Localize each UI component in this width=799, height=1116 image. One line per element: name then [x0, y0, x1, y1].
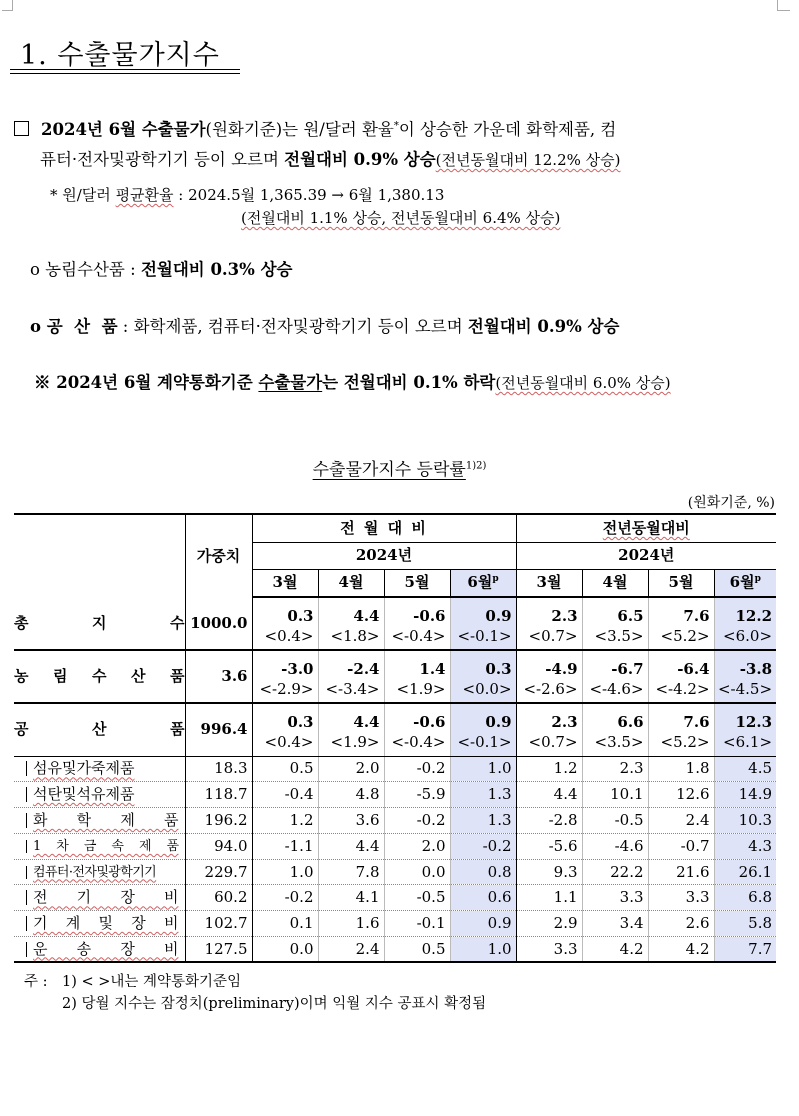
month-label: 6월	[729, 573, 755, 592]
contract-currency-value: <3.5>	[582, 730, 648, 756]
summary-text: 퓨터·전자및광학기기 등이 오르며	[40, 150, 285, 169]
mom-value: -0.2	[384, 756, 450, 782]
page-corner-mark-right	[777, 0, 790, 11]
contract-currency-value: <0.4>	[252, 624, 318, 650]
subcategory-label	[14, 833, 185, 859]
weight-value: 196.2	[185, 808, 252, 834]
month-label: 6월	[467, 573, 493, 592]
month-label: 3월	[536, 573, 562, 592]
yoy-value: 12.6	[648, 782, 714, 808]
mom-month-header	[318, 569, 384, 597]
yoy-group-text: 전년동월대비	[602, 518, 690, 537]
weight-value: 60.2	[185, 885, 252, 911]
yoy-value: -4.9	[516, 650, 582, 677]
contract-figure: 는 전월대비 0.1% 하락	[322, 373, 496, 392]
mom-value: 1.6	[318, 911, 384, 937]
mom-value: -0.6	[384, 703, 450, 730]
month-label: 4월	[602, 573, 628, 592]
month-label: 5월	[404, 573, 430, 592]
yoy-value: 2.3	[582, 756, 648, 782]
table-unit: (원화기준, %)	[687, 495, 775, 511]
contract-currency-value: <0.0>	[450, 677, 516, 703]
contract-currency-value: <6.0>	[714, 624, 776, 650]
fx-note-line-1	[50, 184, 444, 205]
subcategory-text: 운 송 장 비	[26, 942, 179, 957]
mom-month-header	[252, 569, 318, 597]
preliminary-mark: p	[754, 574, 761, 585]
subcategory-label	[14, 885, 185, 911]
section-title: 1. 수출물가지수	[20, 40, 220, 71]
table-title	[0, 455, 799, 480]
fx-note-term: 평균환율	[115, 186, 174, 204]
weight-value: 18.3	[185, 756, 252, 782]
summary-headline: 2024년 6월 수출물가	[41, 120, 206, 139]
yoy-value: -3.8	[714, 650, 776, 677]
yoy-value: 14.9	[714, 782, 776, 808]
yoy-value: 22.2	[582, 859, 648, 885]
industrial-line	[30, 313, 619, 337]
contract-currency-value: <3.5>	[582, 624, 648, 650]
fx-note-values: : 2024.5월 1,365.39 → 6월 1,380.13	[173, 186, 445, 204]
contract-yoy: (전년동월대비 6.0% 상승)	[495, 374, 671, 392]
contract-label: ※ 2024년 6월 계약통화기준	[34, 373, 259, 392]
mom-value: 0.9	[450, 597, 516, 624]
footnote-2: 2) 당월 지수는 잠정치(preliminary)이며 익월 지수 공표시 확정됨	[62, 996, 487, 1012]
mom-value: 0.6	[450, 885, 516, 911]
mom-value: 0.3	[450, 650, 516, 677]
month-label: 4월	[338, 573, 364, 592]
yoy-month-header	[516, 569, 582, 597]
subcategory-label	[14, 756, 185, 782]
yoy-value: 4.5	[714, 756, 776, 782]
mom-value: 4.1	[318, 885, 384, 911]
yoy-value: 2.3	[516, 597, 582, 624]
yoy-value: 10.1	[582, 782, 648, 808]
summary-text: 는 원/달러 환율	[282, 120, 394, 139]
weight-value: 996.4	[185, 703, 252, 756]
subcategory-label	[14, 808, 185, 834]
mom-value: -0.2	[450, 833, 516, 859]
mom-value: 0.3	[252, 597, 318, 624]
mom-value: 1.0	[450, 756, 516, 782]
weight-value: 3.6	[185, 650, 252, 703]
yoy-month-header	[582, 569, 648, 597]
mom-value: 1.2	[252, 808, 318, 834]
subcategory-label	[14, 911, 185, 937]
weight-header: 가중치	[185, 514, 252, 597]
contract-currency-value: <6.1>	[714, 730, 776, 756]
mom-month-header	[450, 569, 516, 597]
yoy-value: 2.6	[648, 911, 714, 937]
subcategory-text: 기 계 및 장 비	[26, 916, 179, 931]
mom-value: 4.4	[318, 833, 384, 859]
contract-currency-line	[34, 369, 671, 393]
mom-value: 1.0	[252, 859, 318, 885]
yoy-value: 3.3	[582, 885, 648, 911]
yoy-value: -2.8	[516, 808, 582, 834]
mom-value: -0.1	[384, 911, 450, 937]
mom-value: -1.1	[252, 833, 318, 859]
weight-value: 127.5	[185, 937, 252, 963]
fx-note-line-2	[241, 207, 560, 228]
contract-currency-value: <-4.6>	[582, 677, 648, 703]
yoy-value: 10.3	[714, 808, 776, 834]
mom-value: -0.4	[252, 782, 318, 808]
mom-value: 4.4	[318, 703, 384, 730]
contract-currency-value: <-4.2>	[648, 677, 714, 703]
mom-value: 1.0	[450, 937, 516, 963]
contract-currency-value: <1.9>	[384, 677, 450, 703]
summary-line-1	[14, 116, 616, 140]
contract-currency-value: <-2.6>	[516, 677, 582, 703]
yoy-value: 7.6	[648, 597, 714, 624]
subcategory-label	[14, 859, 185, 885]
subcategory-text: 화 학 제 품	[26, 813, 179, 828]
yoy-value: -6.4	[648, 650, 714, 677]
contract-currency-value: <-2.9>	[252, 677, 318, 703]
contract-currency-value: <0.4>	[252, 730, 318, 756]
mom-value: 0.8	[450, 859, 516, 885]
summary-key-figure: 전월대비 0.9% 상승	[284, 150, 436, 169]
contract-currency-value: <1.9>	[318, 730, 384, 756]
yoy-value: -0.5	[582, 808, 648, 834]
weight-value: 102.7	[185, 911, 252, 937]
footnote-1: 1) < >내는 계약통화기준임	[62, 974, 242, 990]
yoy-value: 5.8	[714, 911, 776, 937]
subcategory-label	[14, 937, 185, 963]
yoy-value: 6.5	[582, 597, 648, 624]
category-label: 총 지 수	[14, 597, 185, 650]
mom-group-header	[252, 514, 516, 542]
section-title-rule	[10, 73, 240, 74]
mom-value: 7.8	[318, 859, 384, 885]
contract-currency-value: <5.2>	[648, 624, 714, 650]
subcategory-label	[14, 782, 185, 808]
yoy-value: -5.6	[516, 833, 582, 859]
weight-value: 94.0	[185, 833, 252, 859]
contract-currency-value: <-0.4>	[384, 730, 450, 756]
yoy-value: 12.2	[714, 597, 776, 624]
weight-value: 1000.0	[185, 597, 252, 650]
yoy-value: 6.6	[582, 703, 648, 730]
yoy-value: 4.4	[516, 782, 582, 808]
contract-currency-value: <1.8>	[318, 624, 384, 650]
mom-value: -0.2	[384, 808, 450, 834]
yoy-value: 7.7	[714, 937, 776, 963]
mom-value: 1.3	[450, 808, 516, 834]
section-title-rule	[10, 69, 240, 70]
yoy-value: 1.2	[516, 756, 582, 782]
mom-value: 2.0	[318, 756, 384, 782]
mom-group-text: 전 월 대 비	[340, 518, 428, 537]
table-title-footnotes: 1)2)	[465, 460, 487, 472]
mom-value: 3.6	[318, 808, 384, 834]
agri-figure: 전월대비 0.3% 상승	[140, 260, 293, 279]
yoy-value: 3.4	[582, 911, 648, 937]
mom-value: 2.0	[384, 833, 450, 859]
contract-term: 수출물가	[258, 373, 323, 392]
yoy-value: -6.7	[582, 650, 648, 677]
mom-value: 0.5	[252, 756, 318, 782]
mom-value: -3.0	[252, 650, 318, 677]
yoy-value: 12.3	[714, 703, 776, 730]
table-title-text: 수출물가지수 등락률	[312, 460, 466, 480]
preliminary-mark: p	[492, 574, 499, 585]
yoy-month-header	[714, 569, 776, 597]
yoy-month-header	[648, 569, 714, 597]
mom-value: -0.5	[384, 885, 450, 911]
header-blank	[14, 514, 185, 597]
yoy-value: 4.3	[714, 833, 776, 859]
yoy-value: 2.9	[516, 911, 582, 937]
yoy-value: 9.3	[516, 859, 582, 885]
yoy-year-header: 2024년	[516, 542, 776, 569]
mom-value: 0.0	[252, 937, 318, 963]
weight-value: 229.7	[185, 859, 252, 885]
summary-basis: (원화기준)	[205, 120, 283, 139]
square-bullet-icon	[14, 121, 29, 136]
contract-currency-value: <0.7>	[516, 730, 582, 756]
subcategory-text: 섬유및가죽제품	[26, 761, 179, 776]
export-price-table	[14, 513, 776, 963]
yoy-value: 26.1	[714, 859, 776, 885]
summary-footnote-mark: *	[393, 120, 399, 132]
agri-line	[30, 256, 292, 280]
yoy-value: 3.3	[516, 937, 582, 963]
mom-value: 0.9	[450, 911, 516, 937]
yoy-value: 4.2	[582, 937, 648, 963]
mom-year-header: 2024년	[252, 542, 516, 569]
mom-value: -2.4	[318, 650, 384, 677]
mom-month-header	[384, 569, 450, 597]
yoy-value: -0.7	[648, 833, 714, 859]
yoy-value: 3.3	[648, 885, 714, 911]
subcategory-text: 컴퓨터·전자및광학기기	[26, 866, 179, 879]
contract-currency-value: <-3.4>	[318, 677, 384, 703]
yoy-value: 2.4	[648, 808, 714, 834]
contract-currency-value: <-0.1>	[450, 730, 516, 756]
yoy-group-header	[516, 514, 776, 542]
yoy-value: 1.8	[648, 756, 714, 782]
mom-value: -0.6	[384, 597, 450, 624]
yoy-value: -4.6	[582, 833, 648, 859]
category-label: 공 산 품	[14, 703, 185, 756]
industrial-label: o 공 산 품	[30, 317, 118, 336]
yoy-value: 7.6	[648, 703, 714, 730]
yoy-value: 4.2	[648, 937, 714, 963]
contract-currency-value: <-4.5>	[714, 677, 776, 703]
yoy-value: 21.6	[648, 859, 714, 885]
footnote-prefix: 주 :	[24, 974, 48, 990]
mom-value: 0.1	[252, 911, 318, 937]
subcategory-text: 전 기 장 비	[26, 890, 179, 905]
summary-yoy: (전년동월대비 12.2% 상승)	[435, 151, 621, 169]
summary-text: 이 상승한 가운데 화학제품, 컴	[398, 120, 617, 139]
month-label: 5월	[668, 573, 694, 592]
summary-line-2	[40, 146, 620, 170]
yoy-value: 6.8	[714, 885, 776, 911]
yoy-value: 1.1	[516, 885, 582, 911]
subcategory-text: 1 차 금 속 제 품	[26, 840, 179, 853]
mom-value: 0.9	[450, 703, 516, 730]
agri-label: o 농림수산품 :	[30, 260, 141, 279]
fx-note-change: (전월대비 1.1% 상승, 전년동월대비 6.4% 상승)	[241, 209, 561, 227]
weight-value: 118.7	[185, 782, 252, 808]
industrial-figure: 전월대비 0.9% 상승	[467, 317, 620, 336]
mom-value: 0.3	[252, 703, 318, 730]
fx-note-text: * 원/달러	[50, 186, 116, 204]
mom-value: 2.4	[318, 937, 384, 963]
contract-currency-value: <-0.1>	[450, 624, 516, 650]
category-label: 농 림 수 산 품	[14, 650, 185, 703]
mom-value: -0.2	[252, 885, 318, 911]
mom-value: 4.8	[318, 782, 384, 808]
contract-currency-value: <0.7>	[516, 624, 582, 650]
contract-currency-value: <-0.4>	[384, 624, 450, 650]
mom-value: 1.3	[450, 782, 516, 808]
mom-value: 0.0	[384, 859, 450, 885]
mom-value: 4.4	[318, 597, 384, 624]
mom-value: 0.5	[384, 937, 450, 963]
contract-currency-value: <5.2>	[648, 730, 714, 756]
subcategory-text: 석탄및석유제품	[26, 787, 179, 802]
month-label: 3월	[272, 573, 298, 592]
mom-value: -5.9	[384, 782, 450, 808]
industrial-text: : 화학제품, 컴퓨터·전자및광학기기 등이 오르며	[117, 317, 468, 336]
yoy-value: 2.3	[516, 703, 582, 730]
mom-value: 1.4	[384, 650, 450, 677]
page-corner-mark-left	[2, 0, 13, 11]
